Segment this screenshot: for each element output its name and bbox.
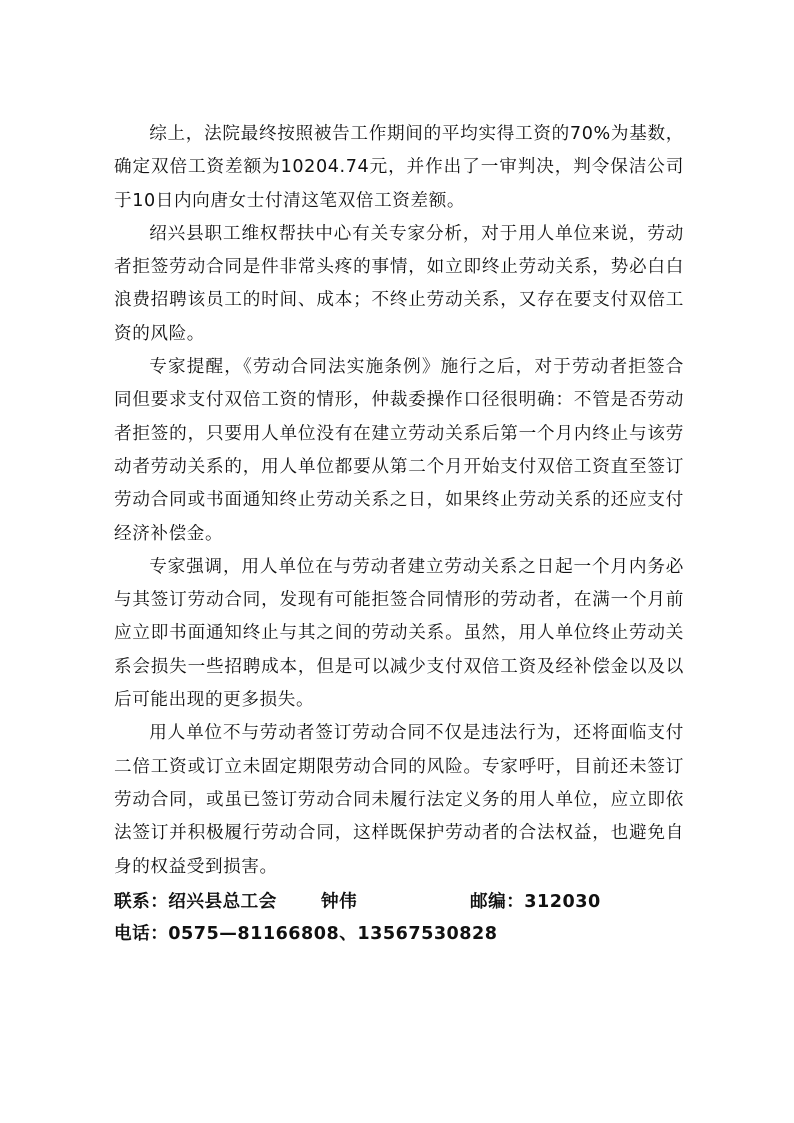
- paragraph-conclusion: 用人单位不与劳动者签订劳动合同不仅是违法行为，还将面临支付二倍工资或订立未固定期限劳动合同的风险。专家呼吁，目前还未签订劳动合同，或虽已签订劳动合同未履行法定义务的用人单位，应立即依法签订并积极履行劳动合同，这样既保护劳动者的合法权益，也避免自身的权益受到损害。: [114, 723, 684, 877]
- paragraph-verdict: 综上，法院最终按照被告工作期间的平均实得工资的70%为基数，确定双倍工资差额为10204.74元，并作出了一审判决，判令保洁公司于10日内向唐女士付清这笔双倍工资差额。: [114, 124, 684, 211]
- paragraph-expert-emphasis: 专家强调，用人单位在与劳动者建立劳动关系之日起一个月内务必与其签订劳动合同，发现有可能拒签合同情形的劳动者，在满一个月前应立即书面通知终止与其之间的劳动关系。虽然，用人单位终止劳动关系会损失一些招聘成本，但是可以减少支付双倍工资及经补偿金以及以后可能出现的更多损失。: [114, 556, 684, 711]
- paragraph-expert-analysis: 绍兴县职工维权帮扶中心有关专家分析，对于用人单位来说，劳动者拒签劳动合同是件非常头疼的事情，如立即终止劳动关系，势必白白浪费招聘该员工的时间、成本；不终止劳动关系，又存在要支付双倍工资的风险。: [114, 223, 684, 344]
- contact-person: 钟伟: [321, 892, 358, 912]
- contact-line-1: [114, 886, 714, 918]
- contact-block: [114, 886, 714, 950]
- article-body: [114, 118, 684, 884]
- contact-organization: 联系：绍兴县总工会: [114, 892, 277, 912]
- paragraph-expert-reminder: 专家提醒，《劳动合同法实施条例》施行之后，对于劳动者拒签合同但要求支付双倍工资的情形，仲裁委操作口径很明确：不管是否劳动者拒签的，只要用人单位没有在建立劳动关系后第一个月内终止与该劳动者劳动关系的，用人单位都要从第二个月开始支付双倍工资直至签订劳动合同或书面通知终止劳动关系之日，如果终止劳动关系的还应支付经济补偿金。: [114, 357, 684, 544]
- contact-phone: 电话：0575—81166808、13567530828: [114, 924, 498, 944]
- contact-postal-code: 邮编：312030: [470, 892, 601, 912]
- contact-line-2: [114, 918, 714, 950]
